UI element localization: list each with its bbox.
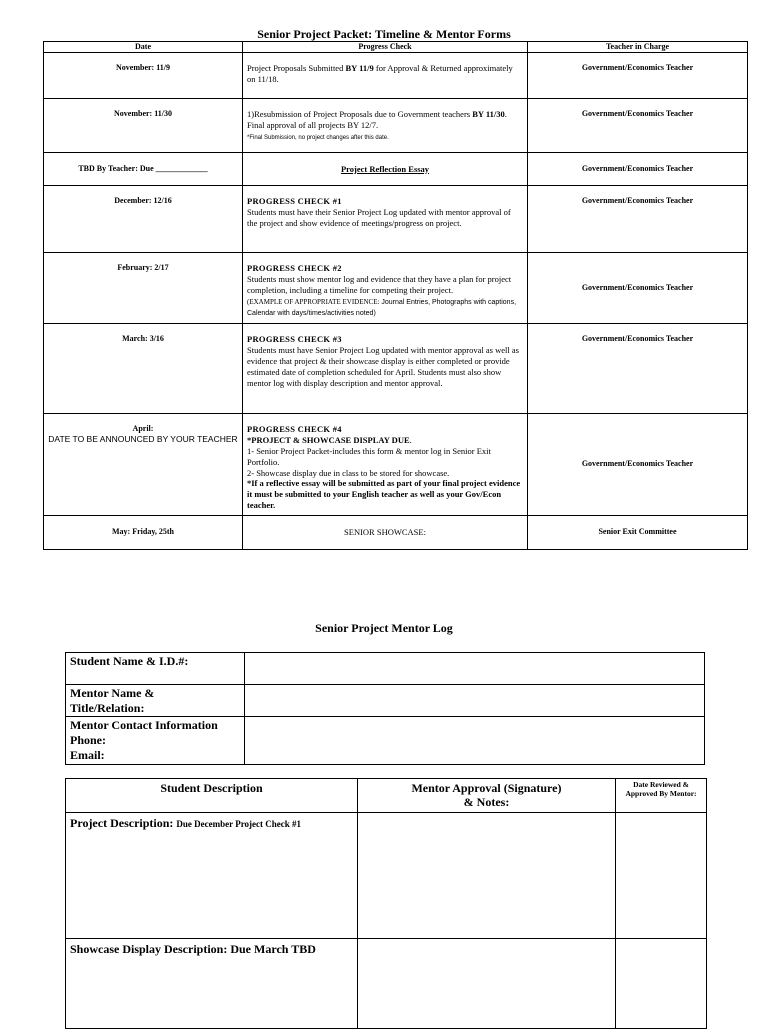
row-date: December: 12/16 (44, 186, 243, 253)
timeline-row (44, 53, 748, 99)
row-teacher: Government/Economics Teacher (528, 414, 748, 516)
row-teacher: Government/Economics Teacher (528, 53, 748, 99)
progress-check-heading: PROGRESS CHECK #1 (247, 196, 342, 206)
mentor-name-field[interactable] (245, 685, 705, 717)
timeline-header-row (44, 42, 748, 53)
timeline-row (44, 153, 748, 186)
mentor-info-table (65, 652, 705, 765)
timeline-row (44, 186, 748, 253)
showcase-mentor-approval-cell[interactable] (358, 939, 616, 1029)
showcase-description-row (66, 939, 707, 1029)
project-date-reviewed-cell[interactable] (616, 813, 707, 939)
timeline-row (44, 414, 748, 516)
student-name-label: Student Name & I.D.#: (66, 653, 245, 685)
row-teacher: Government/Economics Teacher (528, 153, 748, 186)
row-progress: PROGRESS CHECK #1 Students must have their Senior Project Log updated with mentor approval of the project and show evidence of meetings/progress on project. (243, 186, 528, 253)
row-date: November: 11/30 (44, 99, 243, 153)
timeline-row (44, 253, 748, 324)
header-mentor-approval: Mentor Approval (Signature) & Notes: (358, 779, 616, 813)
progress-check-heading: PROGRESS CHECK #3 (247, 334, 342, 344)
row-progress: Project Reflection Essay (243, 153, 528, 186)
row-progress: PROGRESS CHECK #3 Students must have Senior Project Log updated with mentor approval as well as evidence that project & their showcase display is either completed or provide estimated date of completion scheduled for April. Students must also show mentor log with display description and mentor approval. (243, 324, 528, 414)
mentor-contact-field[interactable] (245, 717, 705, 765)
row-progress: PROGRESS CHECK #4 *PROJECT & SHOWCASE DISPLAY DUE. 1- Senior Project Packet-includes this form & mentor log in Senior Exit Portfolio. 2- Showcase display due in class to be stored for showcase. *If a reflective essay will be submitted as part of your final project evidence it must be submitted to your English teacher as well as your Gov/Econ teacher. (243, 414, 528, 516)
row-date: March: 3/16 (44, 324, 243, 414)
student-name-row (66, 653, 705, 685)
showcase-date-reviewed-cell[interactable] (616, 939, 707, 1029)
project-mentor-approval-cell[interactable] (358, 813, 616, 939)
final-submission-note: *Final Submission, no project changes after this date. (247, 134, 389, 141)
row-teacher: Government/Economics Teacher (528, 99, 748, 153)
student-name-field[interactable] (245, 653, 705, 685)
mentor-contact-row (66, 717, 705, 765)
approval-header-row (66, 779, 707, 813)
header-teacher-in-charge: Teacher in Charge (528, 42, 748, 53)
header-student-description: Student Description (66, 779, 358, 813)
row-date: TBD By Teacher: Due _____________ (44, 153, 243, 186)
packet-title: Senior Project Packet: Timeline & Mentor Forms (257, 27, 511, 41)
row-date: November: 11/9 (44, 53, 243, 99)
progress-check-heading: PROGRESS CHECK #4 (247, 424, 342, 434)
row-teacher: Government/Economics Teacher (528, 253, 748, 324)
mentor-log-title: Senior Project Mentor Log (315, 621, 453, 635)
project-description-row (66, 813, 707, 939)
row-teacher: Government/Economics Teacher (528, 324, 748, 414)
timeline-row (44, 99, 748, 153)
row-date: February: 2/17 (44, 253, 243, 324)
mentor-name-row (66, 685, 705, 717)
timeline-table (43, 41, 748, 550)
header-date: Date (44, 42, 243, 53)
showcase-description-cell[interactable]: Showcase Display Description: Due March TBD (66, 939, 358, 1029)
row-progress: 1)Resubmission of Project Proposals due to Government teachers BY 11/30. Final approval of all projects BY 12/7. *Final Submission, no project changes after this date. (243, 99, 528, 153)
timeline-row (44, 516, 748, 550)
mentor-name-label: Mentor Name & Title/Relation: (66, 685, 245, 717)
timeline-row (44, 324, 748, 414)
mentor-contact-label: Mentor Contact Information Phone: Email: (66, 717, 245, 765)
row-progress: Project Proposals Submitted BY 11/9 for Approval & Returned approximately on 11/18. (243, 53, 528, 99)
row-progress: PROGRESS CHECK #2 Students must show mentor log and evidence that they have a plan for project completion, including a timeline for competing their project. (EXAMPLE OF APPROPRIATE EVIDENCE: Journal Entries, Photographs with captions, Calendar with days/times/activities noted) (243, 253, 528, 324)
progress-check-heading: PROGRESS CHECK #2 (247, 263, 342, 273)
mentor-approval-table (65, 778, 707, 1029)
row-teacher: Senior Exit Committee (528, 516, 748, 550)
row-date: May: Friday, 25th (44, 516, 243, 550)
header-progress-check: Progress Check (243, 42, 528, 53)
row-date: April: DATE TO BE ANNOUNCED BY YOUR TEACHER (44, 414, 243, 516)
row-teacher: Government/Economics Teacher (528, 186, 748, 253)
project-description-cell[interactable]: Project Description: Due December Project Check #1 (66, 813, 358, 939)
header-date-reviewed: Date Reviewed & Approved By Mentor: (616, 779, 707, 813)
row-progress: SENIOR SHOWCASE: (243, 516, 528, 550)
